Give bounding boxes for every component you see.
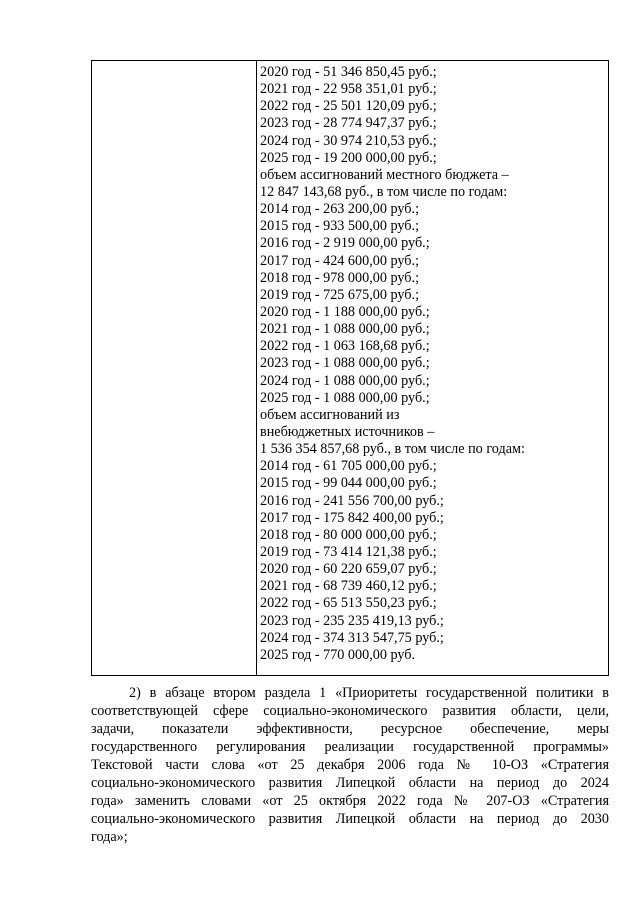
funding-line: 2022 год - 1 063 168,68 руб.;: [260, 338, 430, 355]
paragraph-line: Текстовой части слова «от 25 декабря 2006 года № 10-ОЗ «Стратегия: [91, 757, 609, 773]
table-column-divider: [256, 61, 257, 675]
funding-line: 2017 год - 175 842 400,00 руб.;: [260, 509, 444, 526]
funding-line: 2023 год - 1 088 000,00 руб.;: [260, 355, 430, 372]
paragraph-line: социально-экономического развития Липецкой области на период до 2030: [91, 811, 609, 827]
amendment-paragraph: [91, 684, 609, 846]
funding-line: 2016 год - 2 919 000,00 руб.;: [260, 235, 430, 252]
paragraph-line: социально-экономического развития Липецкой области на период до 2024: [91, 775, 609, 791]
funding-line: 2020 год - 51 346 850,45 руб.;: [260, 64, 437, 80]
paragraph-line: государственного регулирования реализации государственной программы»: [91, 739, 609, 755]
paragraph-line: года» заменить словами «от 25 октября 2022 года № 207-ОЗ «Стратегия: [91, 793, 609, 809]
funding-line: 2014 год - 61 705 000,00 руб.;: [260, 458, 437, 475]
funding-line: 2017 год - 424 600,00 руб.;: [260, 252, 420, 269]
funding-line: 2023 год - 28 774 947,37 руб.;: [260, 115, 437, 132]
funding-line: 2021 год - 22 958 351,01 руб.;: [260, 81, 437, 98]
funding-line: 1 536 354 857,68 руб., в том числе по годам:: [260, 441, 525, 458]
funding-line: 2021 год - 1 088 000,00 руб.;: [260, 321, 430, 338]
funding-line: 2024 год - 30 974 210,53 руб.;: [260, 132, 437, 149]
funding-line: 2025 год - 19 200 000,00 руб.;: [260, 149, 437, 166]
funding-line: 2014 год - 263 200,00 руб.;: [260, 201, 420, 218]
funding-line: 2022 год - 65 513 550,23 руб.;: [260, 595, 437, 612]
funding-line: 2022 год - 25 501 120,09 руб.;: [260, 98, 437, 115]
paragraph-line: 2) в абзаце втором раздела 1 «Приоритеты государственной политики в: [129, 685, 609, 701]
funding-line: 2024 год - 374 313 547,75 руб.;: [260, 629, 444, 646]
funding-line: внебюджетных источников –: [260, 423, 435, 440]
funding-line: 2018 год - 978 000,00 руб.;: [260, 269, 420, 286]
funding-line: 2025 год - 770 000,00 руб.: [260, 646, 416, 663]
funding-line: 2015 год - 933 500,00 руб.;: [260, 218, 420, 235]
funding-line: 2020 год - 60 220 659,07 руб.;: [260, 561, 437, 578]
funding-line: 2021 год - 68 739 460,12 руб.;: [260, 578, 437, 595]
paragraph-line: задачи, показатели эффективности, ресурсное обеспечение, меры: [91, 721, 609, 737]
paragraph-line: соответствующей сфере социально-экономического развития области, цели,: [91, 703, 609, 719]
funding-line: 2016 год - 241 556 700,00 руб.;: [260, 492, 444, 509]
paragraph-line: года»;: [91, 829, 128, 845]
funding-line: объем ассигнований из: [260, 406, 400, 423]
funding-line: 2020 год - 1 188 000,00 руб.;: [260, 303, 430, 320]
funding-line: 2019 год - 725 675,00 руб.;: [260, 286, 420, 303]
funding-line: 2024 год - 1 088 000,00 руб.;: [260, 372, 430, 389]
funding-line: 2019 год - 73 414 121,38 руб.;: [260, 543, 437, 560]
funding-line: объем ассигнований местного бюджета –: [260, 166, 509, 183]
funding-line: 2018 год - 80 000 000,00 руб.;: [260, 526, 437, 543]
funding-line: 2015 год - 99 044 000,00 руб.;: [260, 475, 437, 492]
funding-line: 2023 год - 235 235 419,13 руб.;: [260, 612, 444, 629]
funding-line: 2025 год - 1 088 000,00 руб.;: [260, 389, 430, 406]
funding-volume-cell: [260, 64, 600, 664]
funding-table: [91, 60, 609, 676]
funding-line: 12 847 143,68 руб., в том числе по годам:: [260, 183, 508, 200]
